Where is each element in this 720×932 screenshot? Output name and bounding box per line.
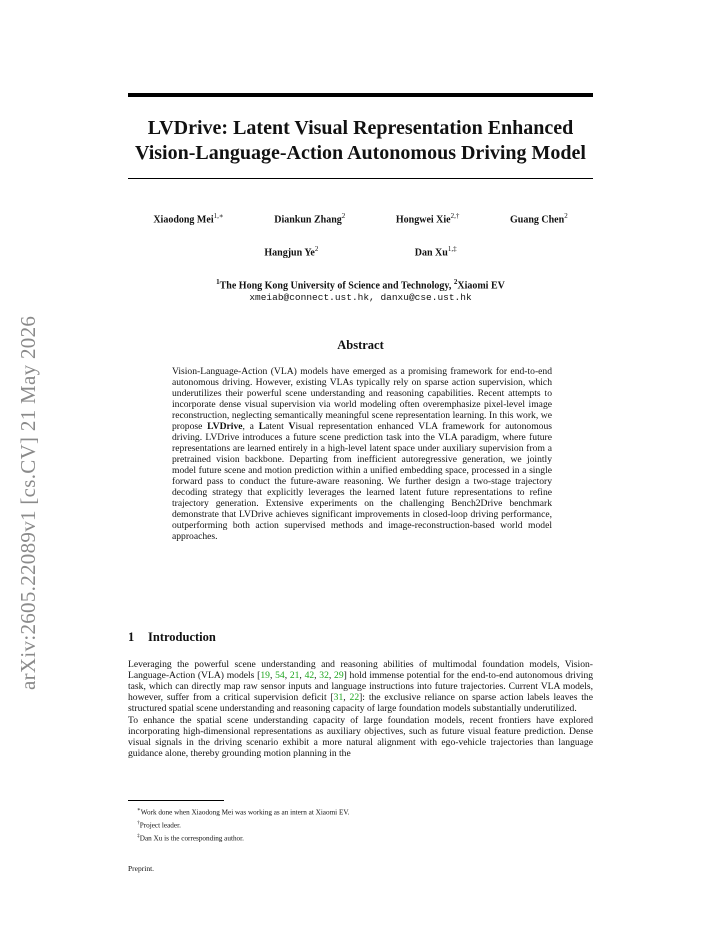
- footnote: ∗Work done when Xiaodong Mei was working as an intern at Xiaomi EV.: [137, 807, 350, 817]
- paper-title: [128, 116, 593, 166]
- title-bottom-rule: [128, 178, 593, 179]
- citation-link[interactable]: 21: [289, 670, 300, 681]
- citation-link[interactable]: 31: [333, 692, 344, 703]
- citation-link[interactable]: 19: [260, 670, 270, 681]
- footnote: †Project leader.: [137, 819, 181, 830]
- author: Dan $Xu^{1,\ddagger}$: [414, 245, 457, 259]
- citation-link[interactable]: 54: [275, 670, 285, 681]
- preprint-label: Preprint.: [128, 864, 155, 873]
- footnote-rule: [128, 800, 224, 801]
- section-heading-introduction: 1 Introduction: [128, 630, 216, 644]
- author: Xiaodong Mei$^{1,∗}$: [153, 212, 224, 226]
- footnote: ‡Dan Xu is the corresponding author.: [137, 832, 244, 843]
- author-row-2: [128, 245, 593, 258]
- intro-paragraph-1: Leveraging the powerful scene understanding and reasoning abilities of multimodal foundation models, Vision-Language-Action (VLA) models [19, 54, 21, 42, 32, 29] hold immense potential for the end-to-end autonomous driving task, which can directly map raw sensor inputs and language instructions into future trajectories. Current VLA models, however, suffer from a critical supervision deficit [31, 22]: the exclusive reliance on sparse action labels leaves the structured spatial scene understanding and reasoning capacity of large foundation models substantially underutilized.: [128, 659, 594, 714]
- intro-paragraph-2: To enhance the spatial scene understanding capacity of large foundation models, recent frontiers have explored incorporating high-dimensional representations as auxiliary objectives, such as future visual feature prediction. Dense visual signals in the driving scenario exhibit a more natural alignment with ego-vehicle trajectories than language guidance alone, thereby grounding motion planning in the: [128, 715, 593, 759]
- title-line-1: LVDrive: Latent Visual Representation Enhanced: [147, 117, 574, 139]
- author-emails: xmeiab@connect.ust.hk, danxu@cse.ust.hk: [249, 292, 472, 303]
- author-row-1: [128, 212, 593, 225]
- citation-link[interactable]: 32: [319, 670, 329, 681]
- footnotes: [137, 805, 557, 844]
- author: Hangjun Ye$^2$: [264, 245, 319, 259]
- abstract-body: Vision-Language-Action (VLA) models have emerged as a promising framework for end-to-end autonomous driving. However, existing VLAs typically rely on sparse action supervision, which underutilizes their powerful scene understanding and reasoning capabilities. Recent attempts to incorporate dense visual supervision via world modeling often overemphasize pixel-level image reconstruction, neglecting semantically meaningful scene representation learning. In this work, we propose LVDrive, a Latent Visual representation enhanced VLA framework for autonomous driving. LVDrive introduces a future scene prediction task into the VLA paradigm, where future representations are learned entirely in a high-level latent space under auxiliary supervision from a pretrained vision backbone. Departing from inefficient autoregressive generation, we jointly model future scene and motion prediction within a unified embedding space, processed in a single forward pass to conduct the future-aware reasoning. We further design a two-stage trajectory decoding strategy that explicitly leverages the learned latent future representations to refine trajectory generation. Extensive experiments on the challenging Bench2Drive benchmark demonstrate that LVDrive achieves significant improvements in closed-loop driving performance, outperforming both action supervised methods and image-reconstruction-based world model approaches.: [172, 366, 552, 542]
- arxiv-identifier-stamp: arXiv:2605.22089v1 [cs.CV] 21 May 2026: [16, 315, 40, 690]
- citation-link[interactable]: 22: [349, 692, 360, 703]
- title-top-rule: [128, 93, 593, 97]
- citation-link[interactable]: 29: [334, 670, 344, 681]
- citation-link[interactable]: 42: [304, 670, 315, 681]
- title-line-2: Vision-Language-Action Autonomous Driving Model: [135, 142, 586, 164]
- author: Hongwei Xie$^{2,\dagger}$: [395, 212, 460, 226]
- affiliations: $^1$The Hong Kong University of Science and Technology, $^2$Xiaomi EV: [216, 278, 505, 292]
- author: Guang Chen$^2$: [510, 212, 568, 226]
- author: Diankun Zhang$^2$: [274, 212, 346, 226]
- abstract-heading: Abstract: [337, 338, 384, 352]
